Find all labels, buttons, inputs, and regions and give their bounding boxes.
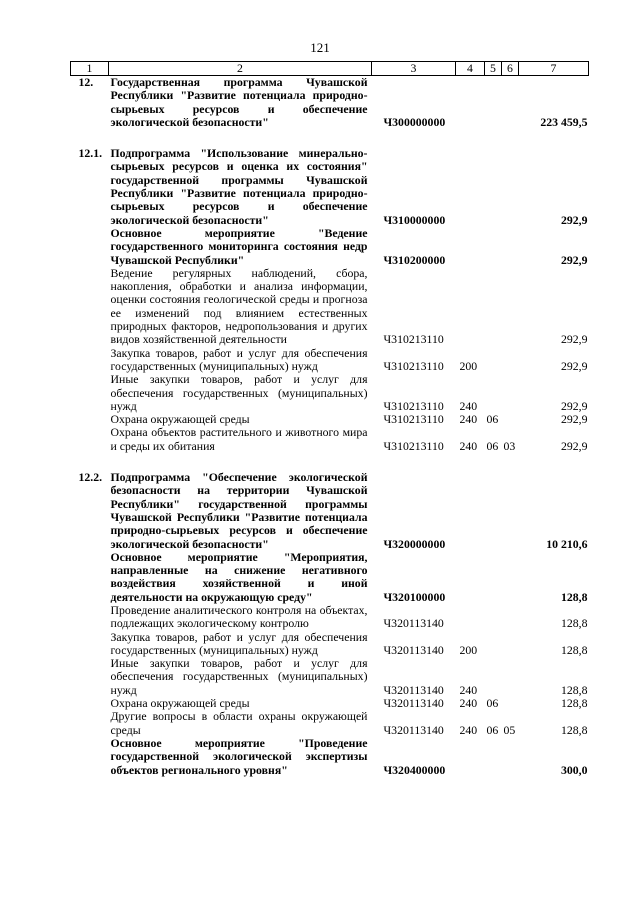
- row-number: [71, 347, 109, 374]
- amount-value: 292,9: [560, 412, 588, 427]
- row-number: [71, 551, 109, 604]
- expense-type-code: [456, 227, 485, 267]
- row-description: Проведение аналитического контроля на объектах, подлежащих экологическому контролю: [110, 602, 368, 631]
- column-header-name: 2: [109, 62, 372, 76]
- section-code: [485, 631, 502, 658]
- expense-type-code: [456, 76, 485, 130]
- row-description: Основное мероприятие "Ведение государственного мониторинга состояния недр Чувашской Республики": [110, 225, 368, 267]
- amount-value: 128,8: [560, 682, 588, 697]
- expense-type-code: 240: [459, 682, 478, 697]
- row-description: Другие вопросы в области охраны окружающей среды: [110, 709, 368, 737]
- section-code: [485, 471, 502, 551]
- row-number: [71, 373, 109, 413]
- row-description: Иные закупки товаров, работ и услуг для обеспечения государственных (муниципальных) нужд: [110, 656, 368, 697]
- table-row: [71, 710, 589, 737]
- row-description: Иные закупки товаров, работ и услуг для обеспечения государственных (муниципальных) нужд: [110, 372, 368, 413]
- target-article-code: Ч300000000: [383, 114, 446, 129]
- amount-value: 10 210,6: [546, 536, 588, 551]
- subsection-code: [502, 551, 519, 604]
- expense-type-code: 240: [459, 438, 478, 453]
- amount-value: 292,9: [560, 398, 588, 413]
- row-description: Ведение регулярных наблюдений, сбора, накопления, обработки и анализа информации, оценки состояния геологической среды и прогноза ее изменений под влиянием естественных природных факторов, недропользования и других видов хозяйственной деятельности: [110, 265, 368, 347]
- row-description: Охрана окружающей среды: [110, 696, 250, 711]
- table-row: [71, 347, 589, 374]
- row-number: [71, 426, 109, 453]
- row-number: [71, 710, 109, 737]
- column-header-number: 1: [71, 62, 109, 76]
- expense-type-code: [456, 551, 485, 604]
- expense-type-code: 240: [459, 722, 478, 737]
- section-code: [485, 267, 502, 347]
- table-row: [71, 631, 589, 658]
- amount-value: 292,9: [560, 212, 588, 227]
- row-description: Закупка товаров, работ и услуг для обеспечения государственных (муниципальных) нужд: [110, 629, 368, 657]
- subsection-code: [502, 76, 519, 130]
- subsection-code: [502, 373, 519, 413]
- table-row: [71, 551, 589, 604]
- row-description: Охрана объектов растительного и животного мира и среды их обитания: [110, 425, 368, 453]
- subsection-code: [502, 147, 519, 227]
- target-article-code: Ч310213110: [383, 358, 444, 373]
- target-article-code: Ч320100000: [383, 589, 446, 604]
- row-number: [71, 631, 109, 658]
- target-article-code: Ч310213110: [383, 438, 444, 453]
- row-number: [71, 697, 109, 710]
- subsection-code: [502, 267, 519, 347]
- row-description: Основное мероприятие "Проведение государственной экологической экспертизы объектов регионального уровня": [110, 735, 368, 777]
- table-row: [71, 697, 589, 710]
- subsection-code: 03: [503, 438, 516, 453]
- section-code: [485, 737, 502, 777]
- column-header-subsection: 6: [502, 62, 519, 76]
- column-header-amount: 7: [519, 62, 589, 76]
- expense-type-code: [456, 604, 485, 631]
- column-header-expense-type: 4: [456, 62, 485, 76]
- target-article-code: Ч310213110: [383, 332, 444, 347]
- section-code: [485, 347, 502, 374]
- amount-value: 300,0: [560, 762, 588, 777]
- target-article-code: Ч310213110: [383, 412, 444, 427]
- table-row: [71, 147, 589, 227]
- amount-value: 128,8: [560, 696, 588, 711]
- page-number: 121: [310, 40, 330, 55]
- target-article-code: Ч320113140: [383, 616, 444, 631]
- row-description: Закупка товаров, работ и услуг для обеспечения государственных (муниципальных) нужд: [110, 345, 368, 373]
- expense-type-code: 200: [459, 358, 478, 373]
- subsection-code: 05: [503, 722, 516, 737]
- target-article-code: Ч310213110: [383, 398, 444, 413]
- subsection-code: [502, 657, 519, 697]
- subsection-code: [502, 604, 519, 631]
- subsection-code: [502, 471, 519, 551]
- subsection-code: [502, 631, 519, 658]
- table-row: [71, 227, 589, 267]
- row-description: Подпрограмма "Использование минерально-сырьевых ресурсов и оценка их состояния" государственной программы Чувашской Республики "Развитие потенциала природно-сырьевых ресурсов и обеспечение экологической безопасности": [110, 146, 368, 227]
- expense-type-code: 240: [459, 412, 478, 427]
- table-row: [71, 657, 589, 697]
- amount-value: 292,9: [560, 332, 588, 347]
- expense-type-code: [456, 737, 485, 777]
- row-number: 12.1.: [78, 146, 103, 161]
- amount-value: 292,9: [560, 358, 588, 373]
- section-code: [485, 551, 502, 604]
- row-number: [71, 267, 109, 347]
- section-code: [485, 657, 502, 697]
- target-article-code: Ч310200000: [383, 252, 446, 267]
- table-row: [71, 267, 589, 347]
- row-number: 12.2.: [78, 470, 103, 485]
- table-row: [71, 737, 589, 777]
- amount-value: 128,8: [560, 616, 588, 631]
- row-number: [71, 227, 109, 267]
- row-number: [71, 737, 109, 777]
- amount-value: 292,9: [560, 438, 588, 453]
- amount-value: 292,9: [560, 252, 588, 267]
- row-number: [71, 413, 109, 426]
- row-number: [71, 604, 109, 631]
- table-body: [71, 76, 589, 777]
- amount-value: 128,8: [560, 642, 588, 657]
- section-code: 06: [486, 696, 499, 711]
- expense-type-code: [456, 267, 485, 347]
- row-description: Подпрограмма "Обеспечение экологической безопасности на территории Чувашской Республики" государственной программы Чувашской Республики "Развитие потенциала природно-сырьевых ресурсов и обеспечение экологической безопасности": [110, 470, 368, 551]
- target-article-code: Ч320113140: [383, 642, 444, 657]
- row-description: Охрана окружающей среды: [110, 412, 250, 427]
- section-code: [485, 76, 502, 130]
- table-row: [71, 604, 589, 631]
- expense-type-code: 240: [459, 696, 478, 711]
- target-article-code: Ч310000000: [383, 212, 446, 227]
- target-article-code: Ч320000000: [383, 536, 446, 551]
- budget-table: [70, 61, 589, 777]
- expense-type-code: [456, 471, 485, 551]
- section-spacer: [71, 129, 589, 147]
- target-article-code: Ч320113140: [383, 682, 444, 697]
- expense-type-code: 200: [459, 642, 478, 657]
- row-description: Государственная программа Чувашской Республики "Развитие потенциала природно-сырьевых ресурсов и обеспечение экологической безопасности": [110, 75, 368, 129]
- section-code: 06: [486, 722, 499, 737]
- table-row: [71, 426, 589, 453]
- table-row: [71, 373, 589, 413]
- section-code: [485, 604, 502, 631]
- row-number: [71, 657, 109, 697]
- column-header-section: 5: [485, 62, 502, 76]
- amount-value: 128,8: [560, 722, 588, 737]
- subsection-code: [502, 697, 519, 710]
- subsection-code: [502, 413, 519, 426]
- table-row: [71, 413, 589, 426]
- expense-type-code: [456, 147, 485, 227]
- row-number: 12.: [78, 75, 94, 89]
- table-header-row: [71, 62, 589, 76]
- section-code: 06: [486, 412, 499, 427]
- row-description: Основное мероприятие "Мероприятия, направленные на снижение негативного воздействия хозяйственной и иной деятельности на окружающую среду": [110, 549, 368, 604]
- amount-value: 223 459,5: [540, 114, 588, 129]
- section-code: 06: [486, 438, 499, 453]
- section-spacer: [71, 453, 589, 471]
- target-article-code: Ч320113140: [383, 696, 444, 711]
- subsection-code: [502, 227, 519, 267]
- table-row: [71, 471, 589, 551]
- target-article-code: Ч320400000: [383, 762, 446, 777]
- target-article-code: Ч320113140: [383, 722, 444, 737]
- section-code: [485, 147, 502, 227]
- subsection-code: [502, 737, 519, 777]
- table-row: [71, 76, 589, 130]
- subsection-code: [502, 347, 519, 374]
- expense-type-code: 240: [459, 398, 478, 413]
- column-header-target-code: 3: [372, 62, 456, 76]
- section-code: [485, 227, 502, 267]
- amount-value: 128,8: [560, 589, 588, 604]
- section-code: [485, 373, 502, 413]
